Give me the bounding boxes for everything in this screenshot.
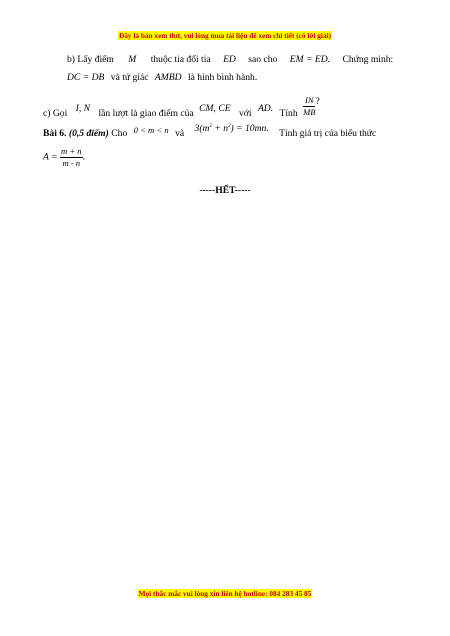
end-mark: -----HẾT----- (199, 185, 251, 196)
part-b-line-2 (67, 72, 257, 83)
part-b-text-1: thuộc tia đối tia (150, 54, 211, 65)
ratio-numerator: IN (304, 95, 314, 105)
expression-lhs: A = (43, 151, 58, 163)
expression-end: . (82, 151, 85, 163)
equation-em-ed: EM = ED. (289, 54, 331, 65)
question-mark: ? (315, 96, 320, 108)
expression-numerator: m + n (60, 146, 82, 156)
bai-6-text-3: Tính giá trị của biểu thức (279, 128, 377, 139)
preview-banner-text: Đây là bản xem thử, vui lòng mua tài liệu để xem chi tiết (có lời giải) (118, 31, 332, 40)
part-c-text-2: với (238, 108, 252, 120)
ratio-in-mb (303, 96, 315, 116)
part-b-text-4: và tứ giác (110, 72, 149, 83)
points-i-n: I, N (75, 103, 91, 115)
condition-2: $3(m^2 + n^2) = 10mn$. (194, 123, 269, 134)
bai-6-label: Bài 6. (43, 128, 67, 139)
condition-1: 0 < m < n (133, 125, 169, 135)
part-c-line: c) Gọi I, N lần lượt là giao điểm của CM, CE với AD. Tính $\frac{IN}{MB}$ ? (43, 95, 320, 120)
part-c-text-1: lần lượt là giao điểm của (98, 108, 194, 120)
bai-6-line-1 (43, 123, 377, 139)
segment-cm: CM (199, 103, 214, 115)
bai-6-points: (0,5 điểm) (68, 128, 109, 139)
part-b-text-2: sao cho (248, 54, 278, 65)
part-b-lead: b) Lấy điểm (67, 54, 114, 65)
preview-banner (0, 31, 450, 40)
equation-dc-db: DC = DB (67, 72, 105, 83)
expression-denominator: m - n (62, 157, 81, 168)
segment-ce: CE (218, 103, 231, 115)
segment-ad: AD. (257, 103, 274, 115)
expression-fraction (60, 147, 83, 167)
part-b-text-3: Chứng minh: (342, 54, 394, 65)
point-m: M (128, 54, 137, 65)
part-c-lead: c) Gọi (43, 108, 68, 120)
bai-6-text-2: và (175, 128, 185, 139)
part-b-text-5: là hình bình hành. (187, 72, 258, 83)
bai-6-text-1: Cho (111, 128, 128, 139)
quadrilateral-ambd: AMBD (154, 72, 182, 83)
hotline-banner-text: Mọi thắc mắc vui lòng xin liên hệ hotline: 084 283 45 85 (138, 589, 312, 598)
ratio-denominator: MB (303, 106, 316, 117)
bai-6-line-2 (43, 147, 85, 167)
ray-ed: ED (223, 54, 236, 65)
part-c-text-3: Tính (279, 108, 298, 120)
hotline-banner (0, 589, 450, 598)
part-b-line-1 (67, 54, 393, 65)
